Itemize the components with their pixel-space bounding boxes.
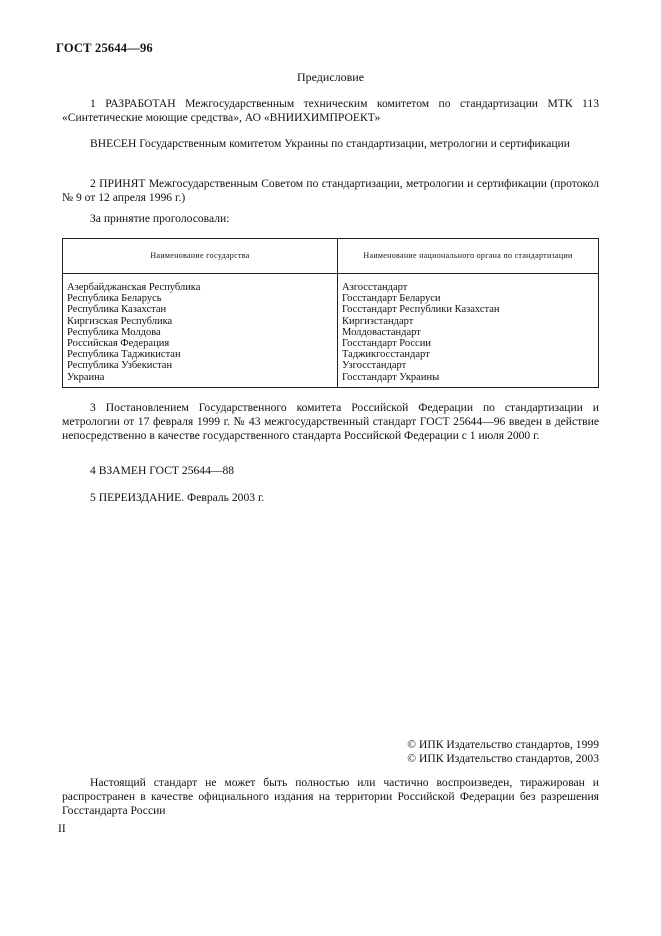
table-row: [63, 274, 599, 388]
copyright-line: © ИПК Издательство стандартов, 2003: [407, 752, 599, 765]
table-cell-body: Узгосстандарт: [342, 360, 407, 372]
section-title: Предисловие: [296, 70, 365, 84]
bodies-column: [338, 274, 599, 388]
table-cell-body: Азгосстандарт: [342, 282, 408, 293]
table-cell-body: Киргизстандарт: [342, 315, 414, 327]
table-cell-state: Республика Таджикистан: [67, 349, 181, 361]
table-cell-state: Республика Узбекистан: [67, 360, 173, 372]
table-cell-state: Киргизская Республика: [67, 315, 173, 327]
paragraph-replaces: 4 ВЗАМЕН ГОСТ 25644—88: [90, 464, 235, 477]
table-header-row: [63, 239, 599, 274]
table-cell-body: Госстандарт России: [342, 338, 431, 350]
reproduction-notice: Настоящий стандарт не может быть полностью или частично воспроизведен, тиражирован и распространен в качестве официального издания на территории Российской Федерации без разрешения Госстандарта России: [62, 776, 599, 817]
paragraph-adopted: 2 ПРИНЯТ Межгосударственным Советом по стандартизации, метрологии и сертификации (протокол № 9 от 12 апреля 1996 г.): [62, 177, 599, 204]
table-cell-body: Молдовастандарт: [342, 326, 421, 338]
table-header-body: Наименование национального органа по стандартизации: [338, 239, 599, 274]
copyright-line: © ИПК Издательство стандартов, 1999: [407, 738, 599, 751]
voting-table: [62, 238, 599, 388]
paragraph-introduced: ВНЕСЕН Государственным комитетом Украины по стандартизации, метрологии и сертификации: [90, 137, 570, 150]
states-column: [63, 274, 338, 388]
paragraph-reissue: 5 ПЕРЕИЗДАНИЕ. Февраль 2003 г.: [90, 491, 265, 504]
table-cell-state: Республика Казахстан: [67, 304, 167, 316]
table-cell-state: Республика Беларусь: [67, 293, 162, 305]
copyright-block: [407, 738, 599, 766]
table-cell-body: Госстандарт Украины: [342, 371, 440, 383]
paragraph-developed: 1 РАЗРАБОТАН Межгосударственным техническим комитетом по стандартизации МТК 113 «Синтетические моющие средства», АО «ВНИИХИМПРОЕКТ»: [62, 97, 599, 124]
table-cell-state: Азербайджанская Республика: [67, 282, 201, 293]
table-cell-state: Украина: [67, 371, 105, 383]
table-cell-body: Госстандарт Республики Казахстан: [342, 304, 500, 316]
table-header-state: Наименование государства: [63, 239, 338, 274]
table-cell-state: Российская Федерация: [67, 338, 170, 350]
paragraph-voted: За принятие проголосовали:: [90, 212, 230, 225]
table-cell-state: Республика Молдова: [67, 326, 161, 338]
table-cell-body: Таджикгосстандарт: [342, 349, 430, 361]
document-header: ГОСТ 25644—96: [56, 41, 153, 55]
table-cell-body: Госстандарт Беларуси: [342, 293, 441, 305]
paragraph-decree: 3 Постановлением Государственного комитета Российской Федерации по стандартизации и метрологии от 17 февраля 1999 г. № 43 межгосударственный стандарт ГОСТ 25644—96 введен в действие непосредственно в качестве государственного стандарта Российской Федерации с 1 июля 2000 г.: [62, 401, 599, 442]
page-number: II: [58, 822, 66, 835]
